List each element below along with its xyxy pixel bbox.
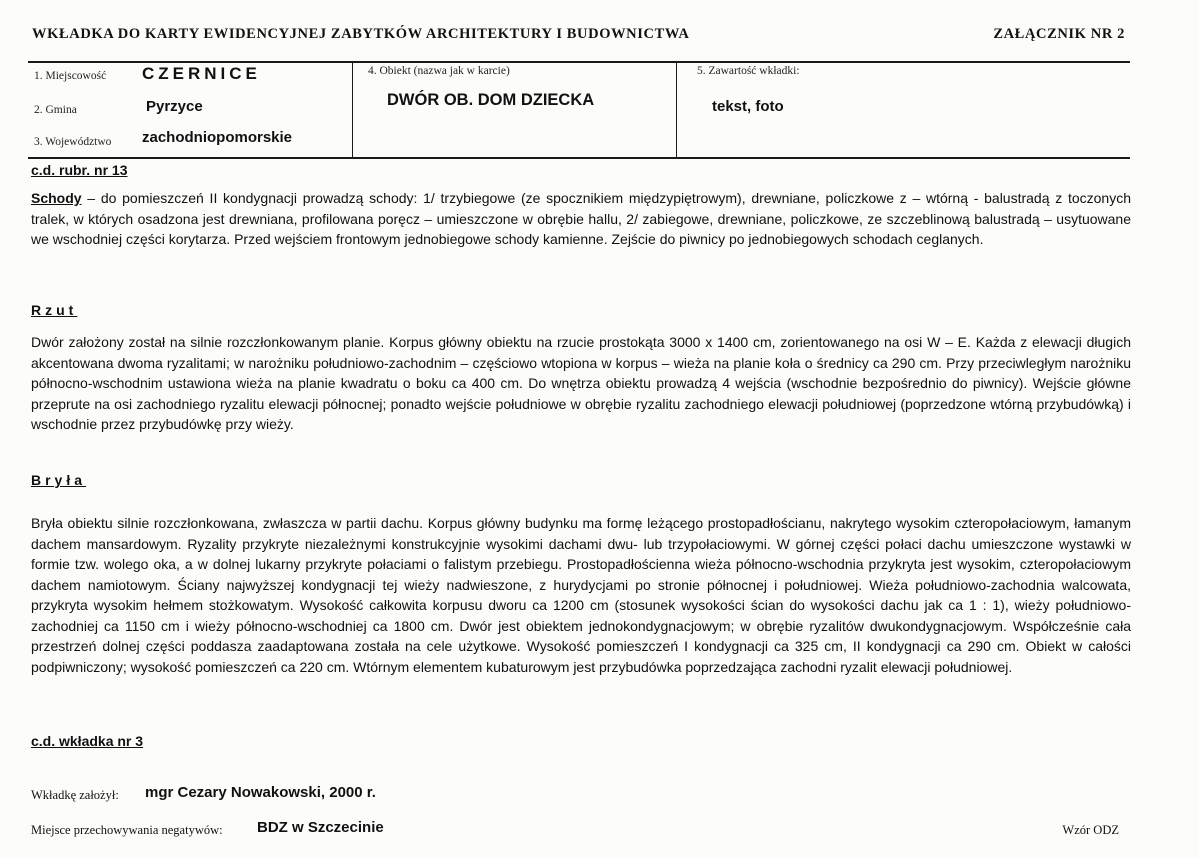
plan-paragraph [31, 332, 1131, 435]
template-mark: Wzór ODZ [1062, 823, 1119, 837]
voivodeship-label: 3. Województwo [34, 136, 112, 148]
box-divider-1 [352, 62, 353, 157]
commune-value: Pyrzyce [146, 98, 203, 115]
continuation-heading: c.d. rubr. nr 13 [31, 162, 128, 178]
mass-heading: Bryła [31, 472, 87, 488]
object-label: 4. Obiekt (nazwa jak w karcie) [368, 65, 510, 77]
annex-number: ZAŁĄCZNIK NR 2 [993, 26, 1125, 42]
contents-value: tekst, foto [712, 98, 784, 115]
box-top-border [28, 61, 1130, 63]
document-title: WKŁADKA DO KARTY EWIDENCYJNEJ ZABYTKÓW ARCHITEKTURY I BUDOWNICTWA [32, 26, 690, 42]
author-value: mgr Cezary Nowakowski, 2000 r. [145, 784, 376, 801]
locality-label: 1. Miejscowość [34, 70, 107, 82]
commune-label: 2. Gmina [34, 104, 77, 116]
mass-text: Bryła obiektu silnie rozczłonkowana, zwłaszcza w partii dachu. Korpus główny budynku ma formę leżącego prostopadłościanu, nakrytego wysokim czteropołaciowym, łamanym dachem mansardowym. Ryzality przykryte niezależnymi konstrukcyjnie wysokimi dachami dwu- lub trzypołaciowymi. W górnej części połaci dachu umieszczone wystawki w formie tzw. wolego oka, a w dolnej lukarny przykryte połaciami o falistym przebiegu. Prostopadłościenna wieża północno-wschodnia przykryta jest wysokim, czteropołaciowym dachem namiotowym. Ściany najwyższej kondygnacji tej wieży nadwieszone, z hurydycjami po stronie północnej i południowej. Wieża południowo-zachodnia walcowata, przykryta wysokim hełmem stożkowatym. Wysokość całkowita korpusu dworu ca 1200 cm (stosunek wysokości ścian do wysokości dachu jak ca 1 : 1), wieży południowo-zachodniej ca 1150 cm i wieży północno-wschodniej ca 1800 cm. Dwór jest obiektem jednokondygnacjowym; w obrębie ryzalitów dwukondygnacjowym. Współcześnie cała przestrzeń dolnej części poddasza zaadaptowana została na cele użytkowe. Wysokość pomieszczeń I kondygnacji ca 325 cm, II kondygnacji ca 290 cm. Obiekt w całości podpiwniczony; wysokość pomieszczeń ca 220 cm. Wtórnym elementem kubaturowym jest przybudówka poprzedzająca zachodni ryzalit elewacji południowej. [31, 515, 1131, 675]
plan-heading: Rzut [31, 302, 78, 318]
plan-text: Dwór założony został na silnie rozczłonkowanym planie. Korpus główny obiektu na rzucie prostokąta 3000 x 1400 cm, zorientowanego na osi W – E. Każda z elewacji długich akcentowana dwoma ryzalitami; w narożniku południowo-zachodnim – częściowo wtopiona w korpus – wieża na planie koła o średnicy ca 290 cm. Przy przeciwległym narożniku północno-wschodnim ustawiona wieża na planie kwadratu o boku ca 400 cm. Do wnętrza obiektu prowadzą 4 wejścia (wschodnie bezpośrednio do piwnicy). Wejście główne przeprute na osi zachodniego ryzalitu elewacji północnej; ponadto wejście południowe w obrębie ryzalitu zachodniego elewacji południowej (poprzedzone wtórną przybudówką) i wschodnie przez przybudówkę przy wieży. [31, 334, 1131, 432]
contents-label: 5. Zawartość wkładki: [697, 65, 800, 77]
locality-value: CZERNICE [142, 64, 261, 83]
mass-paragraph [31, 513, 1131, 677]
author-label: Wkładkę założył: [31, 788, 119, 802]
storage-label: Miejsce przechowywania negatywów: [31, 823, 223, 837]
stairs-text: – do pomieszczeń II kondygnacji prowadzą schody: 1/ trzybiegowe (ze spocznikiem międzypiętrowym), drewniane, policzkowe z – wtórną - balustradą z toczonych tralek, w których osadzona jest drewniana, profilowana poręcz – umieszczone w obrębie hallu, 2/ zabiegowe, drewniane, policzkowe, ze szczeblinową balustradą – usytuowane we wschodniej części korytarza. Przed wejściem frontowym jednobiegowe schody kamienne. Zejście do piwnicy po jednobiegowych schodach ceglanych. [31, 190, 1131, 247]
voivodeship-value: zachodniopomorskie [142, 129, 293, 146]
stairs-paragraph [31, 188, 1131, 250]
next-insert-note: c.d. wkładka nr 3 [31, 733, 144, 749]
box-bottom-border [28, 157, 1130, 159]
box-divider-2 [676, 62, 677, 157]
object-value: DWÓR OB. DOM DZIECKA [387, 91, 595, 109]
stairs-term: Schody [31, 190, 82, 206]
storage-value: BDZ w Szczecinie [257, 819, 384, 836]
